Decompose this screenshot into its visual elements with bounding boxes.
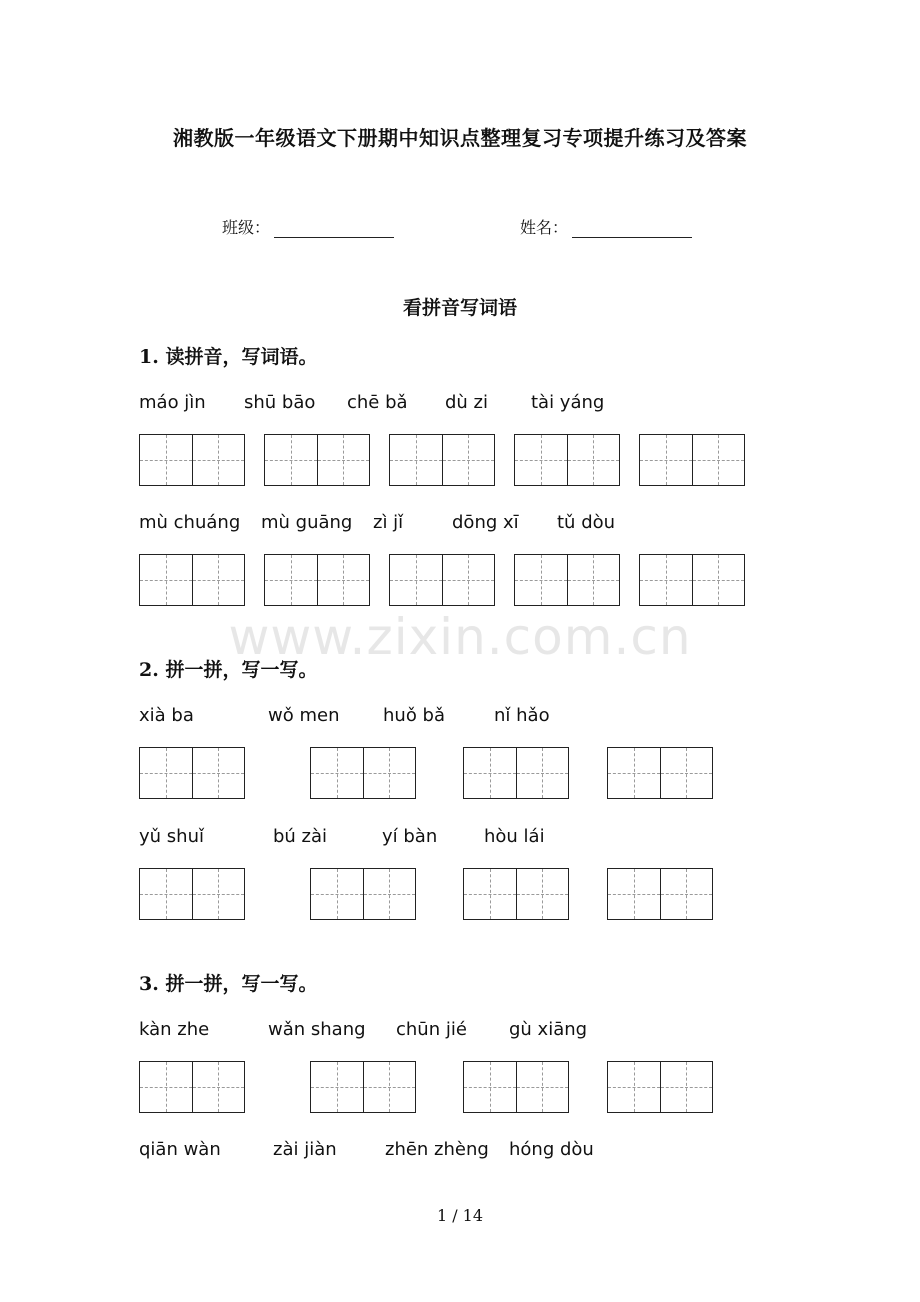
tianzige-box[interactable] [139,868,245,920]
tianzige-box[interactable] [389,434,495,486]
pinyin-row [139,705,839,731]
class-blank[interactable] [274,219,394,238]
tianzige-box[interactable] [139,747,245,799]
question-2-title: 2. 拼一拼，写一写。 [139,659,318,681]
tianzige-row [0,868,920,922]
section-title: 看拼音写词语 [402,297,517,319]
pinyin-item: wǎn shang [268,1019,366,1040]
tianzige-box[interactable] [514,434,620,486]
pinyin-item: nǐ hǎo [494,705,550,726]
tianzige-box[interactable] [264,434,370,486]
pinyin-item: máo jìn [139,392,206,413]
pinyin-item: hóng dòu [509,1139,594,1160]
tianzige-row [0,434,920,488]
pinyin-item: yǔ shuǐ [139,826,204,847]
pinyin-item: kàn zhe [139,1019,210,1040]
tianzige-box[interactable] [264,554,370,606]
tianzige-box[interactable] [310,747,416,799]
tianzige-box[interactable] [310,868,416,920]
pinyin-item: chē bǎ [347,392,408,413]
pinyin-item: zì jǐ [373,512,404,533]
pinyin-item: bú zài [273,826,328,847]
pinyin-item: tǔ dòu [557,512,616,533]
tianzige-box[interactable] [514,554,620,606]
pinyin-item: tài yáng [531,392,605,413]
pinyin-item: huǒ bǎ [383,705,446,726]
tianzige-box[interactable] [139,434,245,486]
tianzige-row [0,1061,920,1115]
tianzige-box[interactable] [389,554,495,606]
tianzige-box[interactable] [310,1061,416,1113]
tianzige-box[interactable] [463,868,569,920]
watermark: www.zixin.com.cn [228,608,692,666]
tianzige-box[interactable] [463,1061,569,1113]
class-field [222,215,394,238]
tianzige-box[interactable] [607,868,713,920]
pinyin-item: zài jiàn [273,1139,337,1160]
tianzige-box[interactable] [463,747,569,799]
document-title: 湘教版一年级语文下册期中知识点整理复习专项提升练习及答案 [173,126,747,150]
pinyin-row [139,1019,839,1045]
pinyin-item: dù zi [445,392,489,413]
pinyin-row [139,512,839,538]
pinyin-item: chūn jié [396,1019,467,1040]
pinyin-row [139,392,839,418]
pinyin-item: xià ba [139,705,194,726]
question-1-title: 1. 读拼音，写词语。 [139,346,318,368]
pinyin-item: hòu lái [484,826,545,847]
tianzige-box[interactable] [607,1061,713,1113]
pinyin-row [139,826,839,852]
question-3-title: 3. 拼一拼，写一写。 [139,973,318,995]
pinyin-item: gù xiāng [509,1019,588,1040]
pinyin-item: shū bāo [244,392,316,413]
pinyin-item: mù guāng [261,512,353,533]
pinyin-row [139,1139,839,1165]
pinyin-item: yí bàn [382,826,438,847]
tianzige-box[interactable] [607,747,713,799]
page-number: 1 / 14 [436,1206,484,1225]
tianzige-box[interactable] [639,554,745,606]
pinyin-item: dōng xī [452,512,519,533]
tianzige-box[interactable] [139,554,245,606]
tianzige-row [0,747,920,801]
pinyin-item: zhēn zhèng [385,1139,489,1160]
name-label: 姓名： [520,218,569,237]
tianzige-box[interactable] [139,1061,245,1113]
tianzige-row [0,554,920,608]
tianzige-box[interactable] [639,434,745,486]
name-field [520,215,692,238]
pinyin-item: mù chuáng [139,512,241,533]
name-blank[interactable] [572,219,692,238]
class-label: 班级： [222,218,271,237]
pinyin-item: wǒ men [268,705,340,726]
pinyin-item: qiān wàn [139,1139,221,1160]
